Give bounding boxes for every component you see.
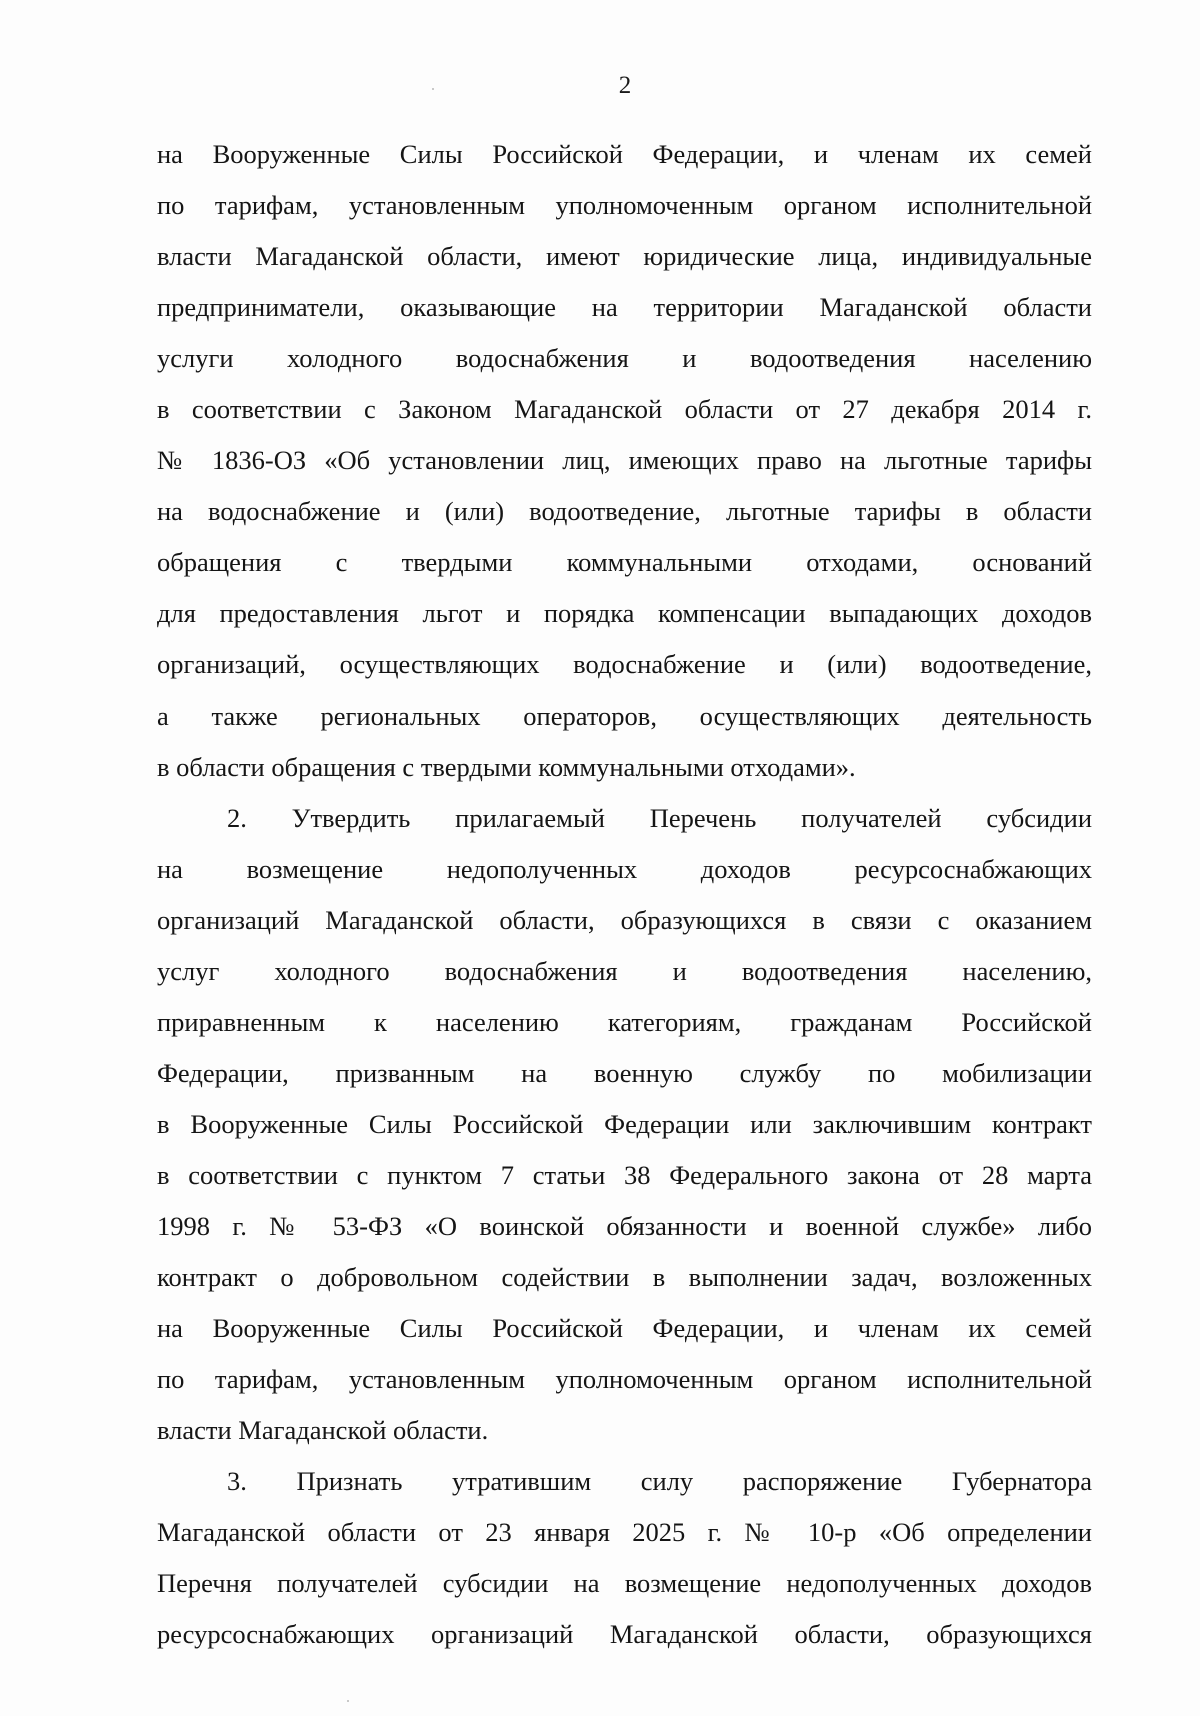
text-line: по тарифам, установленным уполномоченным органом исполнительной (157, 1364, 1092, 1395)
text-line: Федерации, призванным на военную службу по мобилизации (157, 1057, 1092, 1088)
text-line: организаций Магаданской области, образующихся в связи с оказанием (157, 904, 1092, 935)
text-line: для предоставления льгот и порядка компенсации выпадающих доходов (157, 598, 1092, 629)
page-number: 2 (618, 72, 632, 99)
text-line: власти Магаданской области. (157, 1415, 489, 1446)
text-line: на возмещение недополученных доходов ресурсоснабжающих (157, 853, 1092, 884)
text-line: по тарифам, установленным уполномоченным органом исполнительной (157, 190, 1092, 221)
text-line: ресурсоснабжающих организаций Магаданской области, образующихся (157, 1619, 1092, 1650)
text-line: обращения с твердыми коммунальными отходами, оснований (157, 547, 1092, 578)
text-line: в Вооруженные Силы Российской Федерации или заключившим контракт (157, 1108, 1092, 1139)
scan-artifact (347, 1700, 349, 1702)
text-line: на водоснабжение и (или) водоотведение, льготные тарифы в области (157, 496, 1092, 527)
document-body (157, 129, 1092, 1660)
text-line: в области обращения с твердыми коммунальными отходами». (157, 751, 856, 782)
text-line: 3. Признать утратившим силу распоряжение Губернатора (227, 1466, 1092, 1497)
text-line: на Вооруженные Силы Российской Федерации, и членам их семей (157, 1313, 1092, 1344)
text-line: в соответствии с пунктом 7 статьи 38 Федерального закона от 28 марта (157, 1159, 1092, 1190)
text-line: власти Магаданской области, имеют юридические лица, индивидуальные (157, 241, 1092, 272)
text-line: Магаданской области от 23 января 2025 г. № 10-р «Об определении (157, 1517, 1092, 1548)
text-line: услуг холодного водоснабжения и водоотведения населению, (157, 955, 1092, 986)
text-line: услуги холодного водоснабжения и водоотведения населению (157, 343, 1092, 374)
text-line: а также региональных операторов, осуществляющих деятельность (157, 700, 1092, 731)
text-line: 2. Утвердить прилагаемый Перечень получателей субсидии (227, 802, 1092, 833)
text-line: 1998 г. № 53-ФЗ «О воинской обязанности и военной службе» либо (157, 1210, 1092, 1241)
text-line: организаций, осуществляющих водоснабжение и (или) водоотведение, (157, 649, 1092, 680)
text-line: предприниматели, оказывающие на территории Магаданской области (157, 292, 1092, 323)
text-line: Перечня получателей субсидии на возмещение недополученных доходов (157, 1568, 1092, 1599)
text-line: № 1836-ОЗ «Об установлении лиц, имеющих право на льготные тарифы (157, 445, 1092, 476)
text-line: на Вооруженные Силы Российской Федерации, и членам их семей (157, 139, 1092, 169)
text-line: в соответствии с Законом Магаданской области от 27 декабря 2014 г. (157, 394, 1092, 425)
scan-artifact (432, 88, 434, 90)
text-line: контракт о добровольном содействии в выполнении задач, возложенных (157, 1262, 1092, 1293)
text-line: приравненным к населению категориям, гражданам Российской (157, 1006, 1092, 1037)
